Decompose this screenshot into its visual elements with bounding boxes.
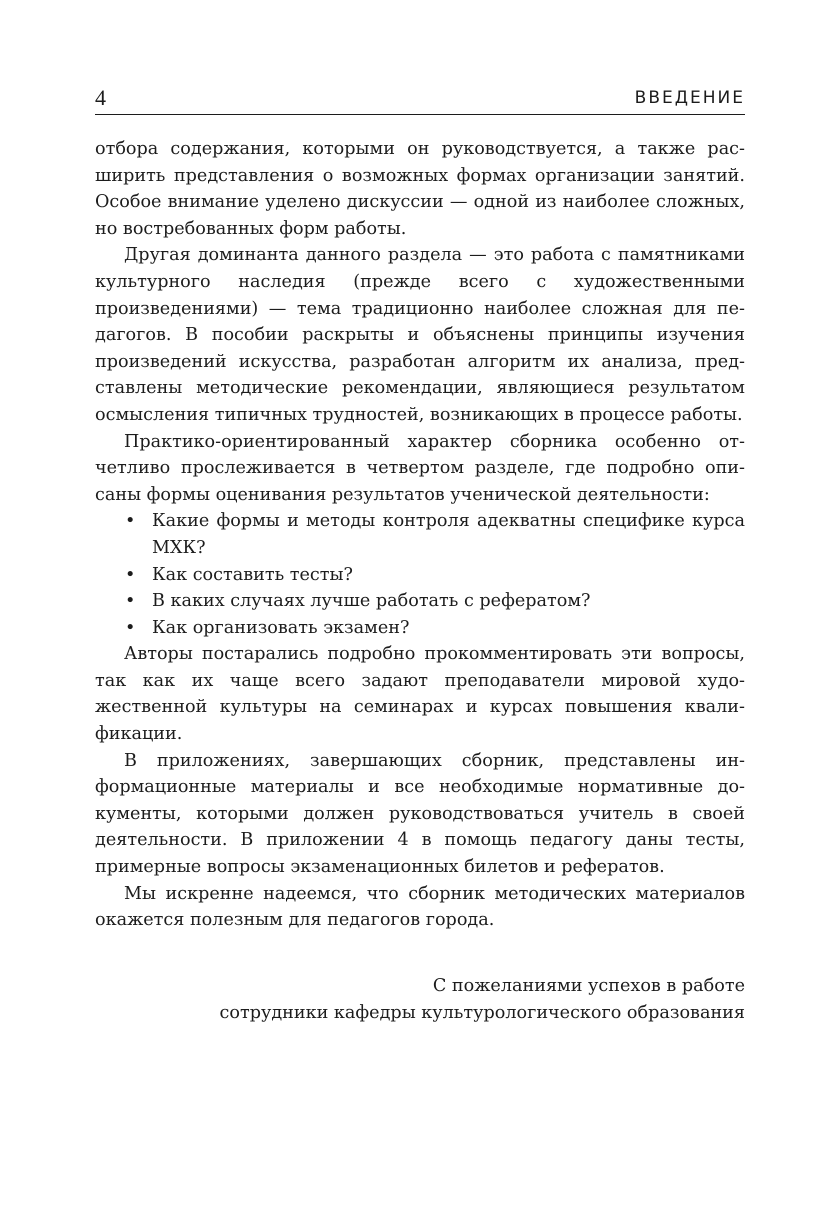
signature [220,973,745,1026]
list-item-text: В каких случаях лучше работать с рефератом? [152,591,591,612]
paragraph: Практико-ориентированный характер сборника особенно отчетливо прослеживается в четвертом разделе, где подробно описаны формы оценивания результатов ученической деятельности: [95,431,745,505]
paragraph: Авторы постарались подробно прокомментировать эти вопросы, так как их чаще всего задают преподаватели мировой художественной культуры на семинарах и курсах повышения квалификации. [95,644,745,745]
page-header [95,84,745,115]
bullet-icon: • [125,564,136,585]
list-item-text: Как организовать экзамен? [152,617,410,638]
bullet-icon: • [125,591,136,612]
list-item-text: Какие формы и методы контроля адекватны специфике курса МХК? [152,511,745,558]
list-item [124,508,745,561]
list-item [124,615,745,642]
paragraph: В приложениях, завершающих сборник, представлены информационные материалы и все необходимые нормативные документы, которыми должен руководствоваться учитель в своей деятельности. В приложении 4 в помощь педагогу даны тесты, примерные вопросы экзаменационных билетов и рефератов. [95,750,745,878]
signature-line: сотрудники кафедры культурологического образования [219,1002,745,1023]
section-title: ВВЕДЕНИЕ [634,88,745,108]
page-number: 4 [95,85,106,110]
list-item [124,588,745,615]
list-item-text: Как составить тесты? [152,564,353,585]
bullet-list [95,508,745,641]
body-text [95,136,745,934]
signature-line: С пожеланиями успехов в работе [432,976,745,996]
paragraph: отбора содержания, которыми он руководствуется, а также расширить представления о возможных формах организации занятий. Особое внимание уделено дискуссии — одной из наиболее сложных, но востребованных форм работы. [95,139,745,239]
list-item [124,562,745,589]
bullet-icon: • [125,617,136,638]
paragraph: Мы искренне надеемся, что сборник методических материалов окажется полезным для педагогов города. [95,883,745,931]
paragraph: Другая доминанта данного раздела — это работа с памятниками культурного наследия (прежде всего с художественными произведениями) — тема традиционно наиболее сложная для педагогов. В пособии раскрыты и объяснены принципы изучения произведений искусства, разработан алгоритм их анализа, представлены методические рекомендации, являющиеся результатом осмысления типичных трудностей, возникающих в процессе работы. [95,245,745,425]
bullet-icon: • [125,511,136,532]
